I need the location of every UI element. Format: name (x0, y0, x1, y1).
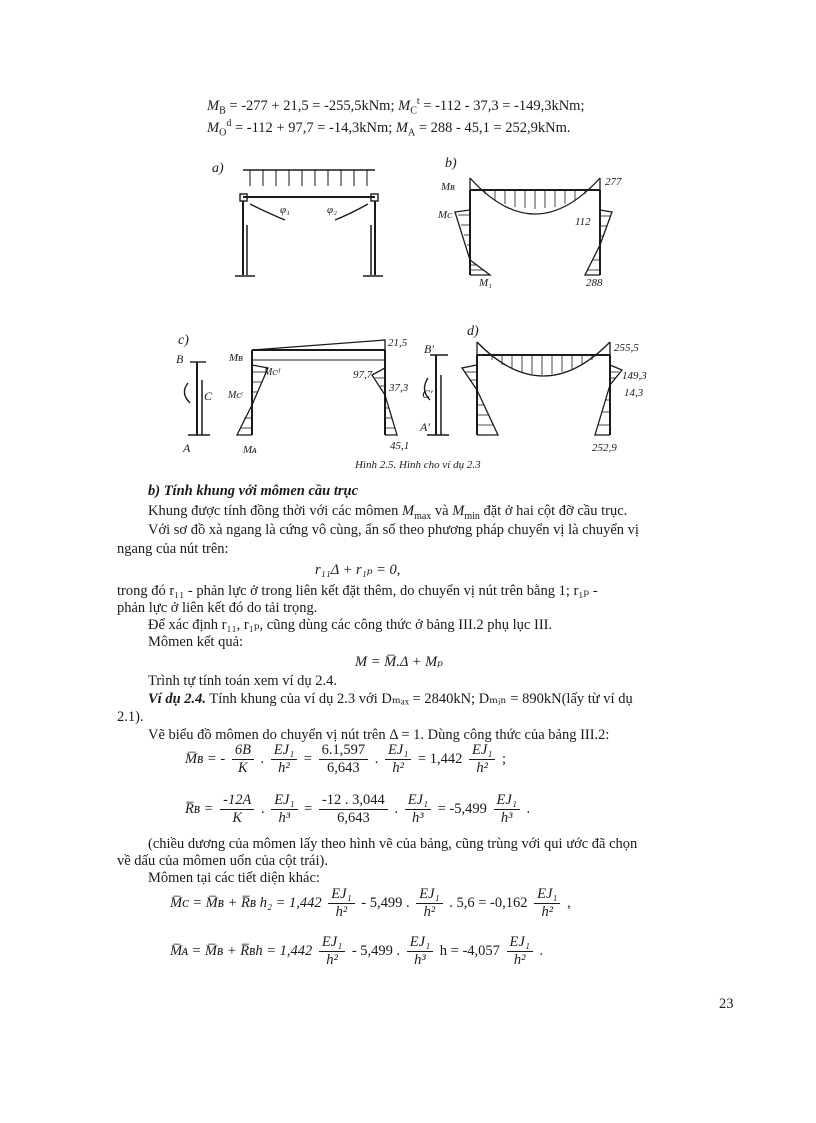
numerator: EJ₁ (416, 886, 442, 904)
label-149-3: 149,3 (622, 370, 647, 382)
label-255-5: 255,5 (614, 342, 639, 354)
moment-diagram-d (462, 342, 622, 435)
equation-m: M = M̅.Δ + Mₚ (355, 654, 443, 670)
denominator: h² (513, 952, 526, 968)
equation-text: = -112 + 97,7 = -14,3kNm; (231, 119, 396, 136)
moment-diagram-c (237, 340, 397, 435)
label-a-prime: A′ (420, 420, 430, 434)
eq-lhs: M̅ʙ = - (185, 750, 226, 767)
eq-lhs: M̅ᴄ = M̅ʙ + R̅ʙ h₂ = 1,442 (170, 894, 322, 911)
label-252-9: 252,9 (592, 442, 617, 454)
eq-tail: . (526, 800, 531, 817)
denominator: h² (326, 952, 338, 968)
eq-mid: = -5,499 (437, 800, 487, 817)
paragraph-8b: về dấu của mômen uốn của cột trái). (117, 853, 328, 869)
symbol-m: M (207, 97, 220, 114)
equation-mo-ma (207, 118, 571, 139)
label-112: 112 (575, 216, 591, 228)
eq-mid: . 5,6 = -0,162 (449, 894, 528, 911)
denominator: h² (476, 760, 488, 776)
paragraph-3a: trong đó r₁₁ - phản lực ở trong liên kết đặt thêm, do chuyển vị nút trên bằng 1; r₁ₚ - (117, 583, 598, 599)
symbol: M (401, 503, 415, 519)
eq-mid: - 5,499 . (351, 942, 401, 959)
eq-lhs: R̅ʙ = (185, 800, 214, 817)
fraction (507, 934, 533, 969)
superscript: t (416, 96, 420, 107)
subscript: max (414, 510, 432, 522)
equation-mb-bar: M̅ʙ = - $\frac{6B}{K}$ . $\frac{\text{EJ₁}}{\text{h²}}$ = $\frac{6.1,597}{6,643}$ . $\frac{\text{EJ₁}}{\text{h²}}$ = 1,442 $\frac{\text{EJ₁}}{\text{h²}}$ ; (185, 742, 506, 776)
fraction (232, 742, 254, 777)
denominator: h² (278, 760, 290, 776)
example-line-2: 2.1). (117, 709, 144, 725)
label-14-3: 14,3 (624, 387, 644, 399)
label-288: 288 (586, 277, 603, 289)
subscript: min (464, 510, 480, 522)
label-b-point: B (176, 352, 184, 366)
paragraph-1 (148, 503, 627, 522)
fraction (271, 742, 297, 777)
example-label: Ví dụ 2.4. (148, 691, 207, 707)
equation-mc-bar (170, 886, 571, 921)
section-title: b) Tính khung với mômen cầu trục (148, 483, 359, 499)
paragraph-2: Với sơ đồ xà ngang là cứng vô cùng, ẩn số theo phương pháp chuyển vị là chuyển vị (148, 522, 639, 538)
subscript: C (410, 105, 417, 117)
numerator: -12A (220, 792, 254, 810)
example-text: Tính khung của ví dụ 2.3 với Dₘₐₓ = 2840kN; Dₘᵢₙ = 890kN(lấy từ ví dụ (206, 691, 633, 707)
fraction (494, 792, 520, 827)
equation-text: = 288 - 45,1 = 252,9kNm. (415, 119, 571, 136)
numerator: EJ₁ (407, 934, 433, 952)
text: đặt ở hai cột đỡ cầu trục. (479, 503, 628, 519)
paragraph-8a: (chiều dương của mômen lấy theo hình vẽ của bảng, cũng trùng với qui ước đã chọn (148, 836, 638, 852)
symbol-m: M (398, 97, 411, 114)
subscript: A (407, 127, 416, 139)
label-a: a) (212, 161, 224, 176)
numerator: EJ₁ (328, 886, 354, 904)
paragraph-9: Mômen tại các tiết diện khác: (148, 870, 320, 886)
fraction (319, 742, 369, 777)
equation-rb-bar: R̅ʙ = $\frac{-12A}{K}$ . $\frac{\text{EJ₁}}{\text{h³}}$ = $\frac{-12 . 3,044}{6,643}$ . $\frac{\text{EJ₁}}{\text{h³}}$ = -5,499 $\frac{\text{EJ₁}}{\text{h³}}$ . (185, 792, 531, 826)
subscript: B (219, 105, 226, 117)
label-phi1: φ₁ (280, 204, 290, 216)
numerator: EJ₁ (405, 792, 431, 810)
fraction (534, 886, 560, 921)
fraction (405, 792, 431, 827)
numerator: 6B (232, 742, 254, 760)
denominator: 6,643 (337, 810, 370, 826)
label-m1: M₁ (479, 277, 492, 289)
equation-ma-bar (170, 934, 543, 969)
figure-2-5 (0, 150, 816, 480)
denominator: K (232, 810, 243, 826)
numerator: EJ₁ (271, 742, 297, 760)
label-phi2: φ₂ (327, 204, 337, 216)
label-97-7: 97,7 (353, 369, 373, 381)
label-a-point: A (183, 441, 191, 455)
equals: = (304, 800, 313, 817)
label-b-prime: B′ (424, 342, 434, 356)
paragraph-7: Vẽ biểu đồ mômen do chuyển vị nút trên Δ = 1. Dùng công thức của bảng III.2: (148, 727, 610, 743)
text: và (431, 503, 453, 519)
numerator: EJ₁ (507, 934, 533, 952)
numerator: EJ₁ (271, 792, 297, 810)
eq-tail: , (567, 894, 571, 911)
frame-a (235, 170, 383, 276)
fraction (271, 792, 297, 827)
label-mc: Mᴄ (438, 209, 453, 221)
superscript: d (226, 118, 232, 129)
paragraph-2b: ngang của nút trên: (117, 541, 229, 557)
fraction (385, 742, 411, 777)
label-b: b) (445, 156, 457, 171)
equation-mb-mc (207, 96, 585, 117)
paragraph-3b: phản lực ở liên kết đó do tải trọng. (117, 600, 318, 616)
label-mb: Mʙ (441, 181, 455, 193)
fraction (416, 886, 442, 921)
numerator: EJ₁ (319, 934, 345, 952)
label-21-5: 21,5 (388, 337, 408, 349)
eq-tail: . (539, 942, 544, 959)
equation-text: = -112 - 37,3 = -149,3kNm; (419, 97, 585, 114)
numerator: EJ₁ (469, 742, 495, 760)
eq-mid: = 1,442 (417, 750, 463, 767)
numerator: 6.1,597 (319, 742, 369, 760)
label-c-point: C (204, 389, 213, 403)
denominator: h³ (500, 810, 513, 826)
label-c: c) (178, 333, 189, 348)
label-37-3: 37,3 (389, 382, 409, 394)
eq-mid: - 5,499 . (361, 894, 410, 911)
denominator: h³ (412, 810, 424, 826)
eq-tail: ; (501, 750, 506, 767)
symbol-m: M (207, 119, 220, 136)
numerator: EJ₁ (494, 792, 520, 810)
denominator: h² (392, 760, 404, 776)
denominator: h² (423, 904, 436, 920)
fraction (407, 934, 433, 969)
subscript: O (219, 127, 227, 139)
equation-text: = -277 + 21,5 = -255,5kNm; (225, 97, 399, 114)
label-mct: Mᴄᵗ (228, 390, 243, 401)
denominator: h² (541, 904, 554, 920)
denominator: h² (335, 904, 348, 920)
example-line (148, 691, 633, 708)
fraction (328, 886, 354, 921)
text: Khung được tính đồng thời với các mômen (148, 503, 402, 519)
symbol: M (452, 503, 465, 519)
numerator: -12 . 3,044 (319, 792, 388, 810)
symbol-m: M (395, 119, 408, 136)
denominator: h³ (414, 952, 426, 968)
label-c-prime: C′ (422, 387, 433, 401)
equals: = (303, 750, 312, 767)
label-45-1: 45,1 (390, 440, 410, 452)
label-d: d) (467, 324, 479, 339)
page-number: 23 (719, 996, 734, 1012)
paragraph-5: Mômen kết quả: (148, 634, 244, 650)
fraction (469, 742, 495, 777)
denominator: 6,643 (327, 760, 360, 776)
fraction (220, 792, 254, 827)
eq-lhs: M̅ᴀ = M̅ʙ + R̅ʙh = 1,442 (170, 942, 313, 959)
numerator: EJ₁ (534, 886, 560, 904)
fraction (319, 934, 345, 969)
paragraph-4: Để xác định r₁₁, r₁ₚ, cũng dùng các công thức ở bảng III.2 phụ lục III. (148, 617, 553, 633)
label-ma: Mᴀ (243, 444, 257, 456)
denominator: h³ (278, 810, 291, 826)
label-mcd: Mᴄᵈ (264, 367, 280, 378)
paragraph-6: Trình tự tính toán xem ví dụ 2.4. (148, 673, 337, 689)
numerator: EJ₁ (385, 742, 411, 760)
fraction (319, 792, 388, 827)
label-277: 277 (605, 176, 622, 188)
label-mb-c: Mʙ (229, 352, 243, 364)
equation-r: r₁₁Δ + r₁ₚ = 0, (315, 562, 401, 578)
eq-mid: h = -4,057 (439, 942, 500, 959)
figure-caption: Hình 2.5. Hình cho ví dụ 2.3 (355, 459, 481, 471)
denominator: K (238, 760, 248, 776)
